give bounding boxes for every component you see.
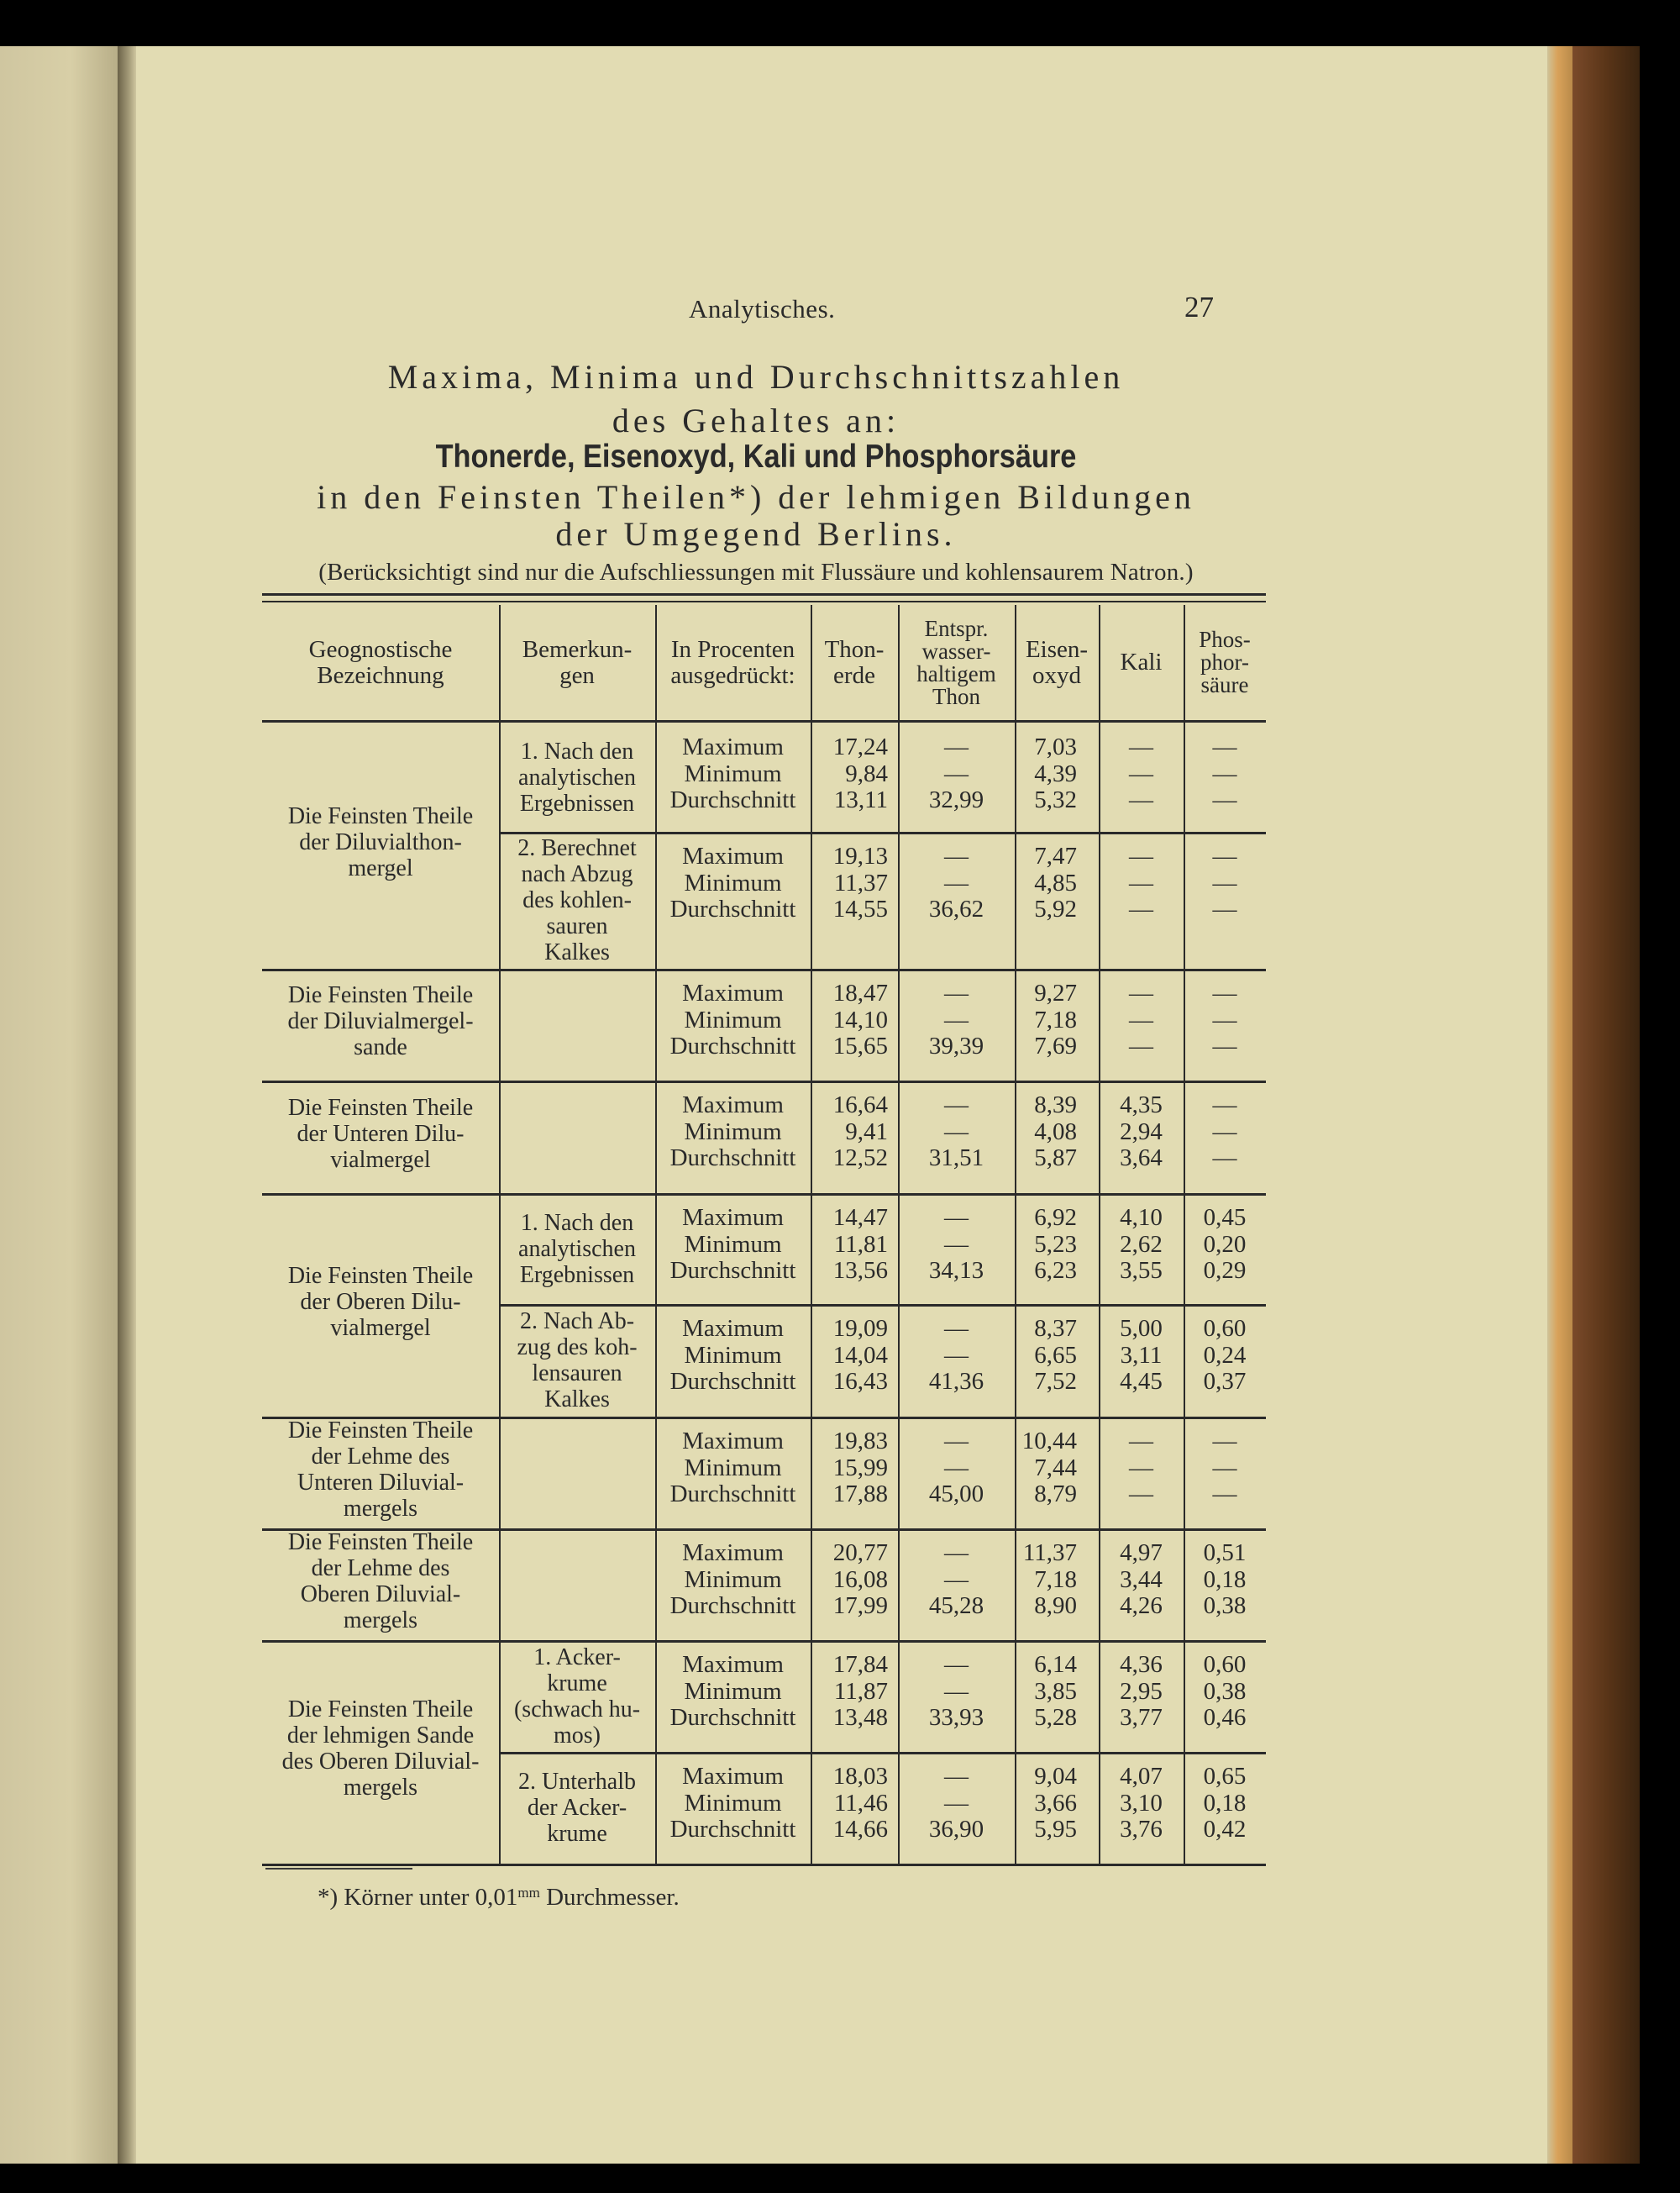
thon-equivalent-value: — xyxy=(944,1677,969,1705)
header-eisen: Eisen- xyxy=(1025,635,1089,663)
geo-label: mergels xyxy=(343,1775,418,1801)
phosphorsaeure-value: — xyxy=(1212,1480,1237,1507)
thonerde-value: 14,47 xyxy=(832,1204,888,1231)
eisenoxyd-value: 4,08 xyxy=(1034,1118,1077,1145)
column-rule xyxy=(655,605,657,1865)
thonerde-value: 17,84 xyxy=(832,1651,888,1678)
eisenoxyd-value: 11,37 xyxy=(1022,1539,1077,1566)
kali-value: 4,35 xyxy=(1120,1091,1163,1118)
kali-value: — xyxy=(1129,843,1153,870)
eisenoxyd-value: 9,27 xyxy=(1034,980,1077,1007)
thon-equivalent-value: 32,99 xyxy=(928,786,984,813)
phosphorsaeure-value: — xyxy=(1212,1454,1237,1481)
title-line-4: in den Feinsten Theilen*) der lehmigen Bildungen xyxy=(317,478,1195,516)
header-bem: gen xyxy=(559,661,595,689)
thonerde-value: 9,41 xyxy=(845,1118,888,1145)
thonerde-value: 15,65 xyxy=(832,1033,888,1060)
thon-equivalent-value: 36,62 xyxy=(928,896,984,923)
geo-label: der Diluvialthon- xyxy=(299,829,462,855)
thonerde-value: 11,46 xyxy=(833,1789,888,1817)
phosphorsaeure-value: — xyxy=(1212,1118,1237,1145)
footnote-rule xyxy=(265,1868,412,1870)
title-line-3: Thonerde, Eisenoxyd, Kali und Phosphorsäure xyxy=(435,439,1077,475)
thonerde-value: 11,87 xyxy=(833,1677,888,1705)
row-label: Minimum xyxy=(684,1341,782,1369)
row-label: Maximum xyxy=(682,734,784,760)
remark-text: Kalkes xyxy=(544,939,610,965)
row-label: Minimum xyxy=(684,1230,782,1258)
row-label: Durchschnitt xyxy=(669,1368,796,1395)
header-phos: Phos- xyxy=(1199,627,1251,652)
kali-value: — xyxy=(1129,1033,1153,1060)
row-label: Maximum xyxy=(682,843,784,870)
eisenoxyd-value: 7,47 xyxy=(1034,843,1077,870)
thon-equivalent-value: — xyxy=(944,1763,969,1790)
eisenoxyd-value: 8,79 xyxy=(1034,1480,1077,1507)
kali-value: 4,26 xyxy=(1120,1592,1163,1619)
thon-equivalent-value: 31,51 xyxy=(928,1144,984,1171)
geo-label: Oberen Diluvial- xyxy=(300,1580,461,1607)
geo-label: des Oberen Diluvial- xyxy=(281,1749,480,1775)
column-rule xyxy=(811,605,812,1865)
thon-equivalent-value: — xyxy=(944,1204,969,1231)
remark-text: 1. Acker- xyxy=(533,1643,621,1670)
subgroup-rule xyxy=(499,1752,1266,1754)
header-entspr: Entspr. xyxy=(924,615,989,641)
thon-equivalent-value: 36,90 xyxy=(928,1816,984,1843)
phosphorsaeure-value: 0,38 xyxy=(1203,1677,1247,1705)
subgroup-rule xyxy=(499,832,1266,834)
eisenoxyd-value: 6,14 xyxy=(1034,1651,1077,1678)
thon-equivalent-value: — xyxy=(944,1091,969,1118)
eisenoxyd-value: 6,65 xyxy=(1034,1341,1077,1369)
eisenoxyd-value: 7,18 xyxy=(1034,1565,1077,1593)
geo-label: der Lehme des xyxy=(311,1443,450,1470)
remark-text: Ergebnissen xyxy=(519,790,635,817)
footnote-suffix: Durchmesser. xyxy=(539,1884,680,1911)
geo-label: vialmergel xyxy=(330,1146,431,1173)
thon-equivalent-value: — xyxy=(944,1118,969,1145)
kali-value: 3,77 xyxy=(1120,1704,1163,1731)
row-label: Maximum xyxy=(682,1651,784,1678)
eisenoxyd-value: 5,92 xyxy=(1034,896,1077,923)
thonerde-value: 14,04 xyxy=(832,1341,888,1369)
thon-equivalent-value: — xyxy=(944,1565,969,1593)
header-entspr: haltigem xyxy=(916,660,996,686)
row-label: Durchschnitt xyxy=(669,1480,796,1507)
thonerde-value: 19,83 xyxy=(832,1428,888,1454)
remark-text: zug des koh- xyxy=(517,1334,638,1360)
thon-equivalent-value: — xyxy=(944,1428,969,1454)
thon-equivalent-value: — xyxy=(944,760,969,787)
kali-value: — xyxy=(1129,1006,1153,1033)
footnote xyxy=(318,1884,680,1912)
geo-label: Die Feinsten Theile xyxy=(287,803,474,829)
kali-value: 3,10 xyxy=(1120,1789,1163,1817)
eisenoxyd-value: 3,85 xyxy=(1034,1677,1077,1705)
phosphorsaeure-value: 0,18 xyxy=(1203,1789,1247,1817)
row-label: Maximum xyxy=(682,1204,784,1231)
kali-value: 4,36 xyxy=(1120,1651,1163,1678)
header-entspr: Thon xyxy=(932,683,980,709)
column-rule xyxy=(898,605,900,1865)
phosphorsaeure-value: — xyxy=(1212,1033,1237,1060)
header-thon: Thon- xyxy=(824,635,885,663)
geo-label: Die Feinsten Theile xyxy=(287,1528,474,1555)
footnote-prefix: *) Körner unter 0,01 xyxy=(318,1884,518,1911)
thon-equivalent-value: — xyxy=(944,1454,969,1481)
geo-label: vialmergel xyxy=(330,1314,431,1341)
thon-equivalent-value: 45,00 xyxy=(928,1480,984,1507)
thon-equivalent-value: — xyxy=(944,1539,969,1566)
thon-equivalent-value: 33,93 xyxy=(928,1704,984,1731)
remark-text: der Acker- xyxy=(527,1795,627,1821)
phosphorsaeure-value: — xyxy=(1212,843,1237,870)
eisenoxyd-value: 7,18 xyxy=(1034,1006,1077,1033)
row-label: Minimum xyxy=(684,1677,782,1705)
eisenoxyd-value: 8,39 xyxy=(1034,1091,1077,1118)
thonerde-value: 16,43 xyxy=(832,1368,888,1395)
eisenoxyd-value: 6,92 xyxy=(1034,1204,1077,1231)
group-rule xyxy=(262,1864,1266,1866)
row-label: Durchschnitt xyxy=(669,1592,796,1619)
phosphorsaeure-value: — xyxy=(1212,734,1237,760)
eisenoxyd-value: 5,32 xyxy=(1034,786,1077,813)
eisenoxyd-value: 10,44 xyxy=(1021,1428,1077,1454)
thonerde-value: 16,08 xyxy=(832,1565,888,1593)
kali-value: 2,95 xyxy=(1120,1677,1163,1705)
geo-label: der Diluvialmergel- xyxy=(287,1008,474,1034)
thon-equivalent-value: — xyxy=(944,1789,969,1817)
row-label: Minimum xyxy=(684,1006,782,1033)
column-rule xyxy=(499,605,501,1865)
geo-label: Die Feinsten Theile xyxy=(287,982,474,1008)
phosphorsaeure-value: 0,46 xyxy=(1203,1704,1247,1731)
geo-label: Die Feinsten Theile xyxy=(287,1696,474,1722)
column-rule xyxy=(1015,605,1016,1865)
geo-label: Die Feinsten Theile xyxy=(287,1417,474,1444)
phosphorsaeure-value: 0,51 xyxy=(1203,1539,1247,1566)
geo-label: der Lehme des xyxy=(311,1554,450,1581)
thon-equivalent-value: 41,36 xyxy=(928,1368,984,1395)
title-note: (Berücksichtigt sind nur die Aufschliessungen mit Flussäure und kohlensaurem Natron.) xyxy=(318,559,1194,586)
thon-equivalent-value: — xyxy=(944,980,969,1007)
header-geo: Bezeichnung xyxy=(317,661,444,689)
eisenoxyd-value: 7,69 xyxy=(1034,1033,1077,1060)
table-top-rule-thin xyxy=(262,601,1266,602)
column-rule xyxy=(1184,605,1185,1865)
kali-value: 3,76 xyxy=(1120,1816,1163,1843)
phosphorsaeure-value: — xyxy=(1212,980,1237,1007)
thonerde-value: 19,13 xyxy=(832,843,888,870)
remark-text: nach Abzug xyxy=(521,861,633,887)
kali-value: 2,62 xyxy=(1120,1230,1163,1258)
remark-text: analytischen xyxy=(518,1235,636,1262)
eisenoxyd-value: 5,23 xyxy=(1034,1230,1077,1258)
remark-text: 2. Unterhalb xyxy=(518,1769,636,1795)
thon-equivalent-value: — xyxy=(944,1230,969,1258)
remark-text: krume xyxy=(547,1670,607,1696)
kali-value: 3,11 xyxy=(1120,1341,1163,1369)
remark-text: des kohlen- xyxy=(522,887,632,913)
remark-text: analytischen xyxy=(518,764,636,791)
thonerde-value: 17,88 xyxy=(832,1480,888,1507)
thonerde-value: 14,66 xyxy=(832,1816,888,1843)
kali-value: 4,07 xyxy=(1120,1763,1163,1790)
row-label: Durchschnitt xyxy=(669,786,796,813)
eisenoxyd-value: 8,37 xyxy=(1034,1315,1077,1342)
footnote-unit: mm xyxy=(517,1885,540,1901)
row-label: Minimum xyxy=(684,760,782,787)
kali-value: 3,44 xyxy=(1120,1565,1163,1593)
kali-value: 4,10 xyxy=(1120,1204,1163,1231)
thon-equivalent-value: — xyxy=(944,1315,969,1342)
row-label: Maximum xyxy=(682,1428,784,1454)
thonerde-value: 14,55 xyxy=(832,896,888,923)
phosphorsaeure-value: 0,18 xyxy=(1203,1565,1247,1593)
phosphorsaeure-value: 0,38 xyxy=(1203,1592,1247,1619)
phosphorsaeure-value: 0,37 xyxy=(1203,1368,1247,1395)
row-label: Maximum xyxy=(682,980,784,1007)
remark-text: (schwach hu- xyxy=(513,1696,641,1722)
group-rule xyxy=(262,1081,1266,1083)
row-label: Minimum xyxy=(684,1789,782,1817)
phosphorsaeure-value: 0,42 xyxy=(1203,1816,1247,1843)
thon-equivalent-value: — xyxy=(944,1341,969,1369)
thonerde-value: 13,56 xyxy=(832,1257,888,1284)
kali-value: 4,97 xyxy=(1120,1539,1163,1566)
kali-value: 2,94 xyxy=(1120,1118,1163,1145)
remark-text: 2. Nach Ab- xyxy=(519,1308,635,1334)
thonerde-value: 19,09 xyxy=(832,1315,888,1342)
row-label: Durchschnitt xyxy=(669,1144,796,1171)
remark-text: sauren xyxy=(546,913,608,939)
thonerde-value: 18,03 xyxy=(832,1763,888,1790)
group-rule xyxy=(262,1640,1266,1643)
kali-value: — xyxy=(1129,760,1153,787)
subgroup-rule xyxy=(499,1304,1266,1307)
header-entspr: wasser- xyxy=(921,638,991,664)
geo-label: der lehmigen Sande xyxy=(286,1722,475,1749)
header-proc: In Procenten xyxy=(670,635,795,663)
thonerde-value: 17,24 xyxy=(832,734,888,760)
kali-value: 4,45 xyxy=(1120,1368,1163,1395)
row-label: Durchschnitt xyxy=(669,1257,796,1284)
remark-text: 2. Berechnet xyxy=(517,835,637,861)
thonerde-value: 17,99 xyxy=(832,1592,888,1619)
eisenoxyd-value: 5,28 xyxy=(1034,1704,1077,1731)
phosphorsaeure-value: — xyxy=(1212,760,1237,787)
thon-equivalent-value: 34,13 xyxy=(928,1257,984,1284)
header-bem: Bemerkun- xyxy=(522,635,633,663)
group-rule xyxy=(262,969,1266,971)
geo-label: Unteren Diluvial- xyxy=(297,1469,465,1496)
running-head: Analytisches. xyxy=(689,294,836,323)
remark-text: Kalkes xyxy=(544,1386,610,1412)
kali-value: — xyxy=(1129,1480,1153,1507)
row-label: Maximum xyxy=(682,1539,784,1566)
header-phos: phor- xyxy=(1200,649,1249,675)
header-thon: erde xyxy=(833,661,875,689)
geo-label: der Oberen Dilu- xyxy=(300,1288,461,1315)
header-bottom-rule xyxy=(262,720,1266,723)
title-line-1: Maxima, Minima und Durchschnittszahlen xyxy=(387,358,1125,396)
row-label: Durchschnitt xyxy=(669,1704,796,1731)
eisenoxyd-value: 7,52 xyxy=(1034,1368,1077,1395)
thonerde-value: 14,10 xyxy=(832,1006,888,1033)
phosphorsaeure-value: 0,65 xyxy=(1203,1763,1247,1790)
thonerde-value: 13,11 xyxy=(833,786,888,813)
geo-label: sande xyxy=(354,1034,407,1060)
thonerde-value: 11,81 xyxy=(833,1230,888,1258)
row-label: Durchschnitt xyxy=(669,1816,796,1843)
row-label: Minimum xyxy=(684,1118,782,1145)
kali-value: — xyxy=(1129,734,1153,760)
thon-equivalent-value: — xyxy=(944,843,969,870)
eisenoxyd-value: 7,44 xyxy=(1034,1454,1077,1481)
thon-equivalent-value: 39,39 xyxy=(928,1033,984,1060)
header-kali: Kali xyxy=(1120,649,1163,676)
phosphorsaeure-value: — xyxy=(1212,1006,1237,1033)
kali-value: — xyxy=(1129,1428,1153,1454)
phosphorsaeure-value: — xyxy=(1212,786,1237,813)
eisenoxyd-value: 4,39 xyxy=(1034,760,1077,787)
kali-value: — xyxy=(1129,980,1153,1007)
remark-text: 1. Nach den xyxy=(520,1209,634,1236)
thonerde-value: 9,84 xyxy=(845,760,888,787)
eisenoxyd-value: 9,04 xyxy=(1034,1763,1077,1790)
header-eisen: oxyd xyxy=(1032,661,1081,689)
thon-equivalent-value: — xyxy=(944,734,969,760)
phosphorsaeure-value: 0,20 xyxy=(1203,1230,1247,1258)
geo-label: Die Feinsten Theile xyxy=(287,1262,474,1289)
phosphorsaeure-value: — xyxy=(1212,869,1237,897)
kali-value: 3,64 xyxy=(1120,1144,1163,1171)
geo-label: mergels xyxy=(343,1607,418,1633)
thonerde-value: 13,48 xyxy=(832,1704,888,1731)
thonerde-value: 16,64 xyxy=(832,1091,888,1118)
phosphorsaeure-value: — xyxy=(1212,1428,1237,1454)
eisenoxyd-value: 5,95 xyxy=(1034,1816,1077,1843)
kali-value: — xyxy=(1129,896,1153,923)
phosphorsaeure-value: — xyxy=(1212,1091,1237,1118)
thon-equivalent-value: — xyxy=(944,869,969,897)
geo-label: der Unteren Dilu- xyxy=(297,1120,465,1147)
row-label: Minimum xyxy=(684,869,782,897)
header-proc: ausgedrückt: xyxy=(670,661,795,689)
thon-equivalent-value: — xyxy=(944,1006,969,1033)
thon-equivalent-value: 45,28 xyxy=(928,1592,984,1619)
thonerde-value: 20,77 xyxy=(832,1539,888,1566)
eisenoxyd-value: 5,87 xyxy=(1034,1144,1077,1171)
phosphorsaeure-value: — xyxy=(1212,1144,1237,1171)
thonerde-value: 12,52 xyxy=(832,1144,888,1171)
eisenoxyd-value: 4,85 xyxy=(1034,869,1077,897)
group-rule xyxy=(262,1193,1266,1196)
kali-value: — xyxy=(1129,786,1153,813)
title-line-5: der Umgegend Berlins. xyxy=(555,515,957,553)
eisenoxyd-value: 3,66 xyxy=(1034,1789,1077,1817)
table-top-rule xyxy=(262,593,1266,596)
remark-text: lensauren xyxy=(532,1360,622,1386)
thon-equivalent-value: — xyxy=(944,1651,969,1678)
phosphorsaeure-value: 0,60 xyxy=(1203,1315,1247,1342)
phosphorsaeure-value: 0,29 xyxy=(1203,1257,1247,1284)
phosphorsaeure-value: 0,24 xyxy=(1203,1341,1247,1369)
page-number: 27 xyxy=(1184,291,1214,323)
remark-text: krume xyxy=(547,1821,607,1847)
row-label: Durchschnitt xyxy=(669,896,796,923)
title-line-2: des Gehaltes an: xyxy=(612,402,900,439)
eisenoxyd-value: 8,90 xyxy=(1034,1592,1077,1619)
phosphorsaeure-value: — xyxy=(1212,896,1237,923)
row-label: Maximum xyxy=(682,1315,784,1342)
phosphorsaeure-value: 0,45 xyxy=(1203,1204,1247,1231)
remark-text: mos) xyxy=(554,1722,601,1749)
eisenoxyd-value: 7,03 xyxy=(1034,734,1077,760)
phosphorsaeure-value: 0,60 xyxy=(1203,1651,1247,1678)
row-label: Durchschnitt xyxy=(669,1033,796,1060)
header-phos: säure xyxy=(1200,672,1249,697)
kali-value: 3,55 xyxy=(1120,1257,1163,1284)
geo-label: Die Feinsten Theile xyxy=(287,1094,474,1121)
remark-text: Ergebnissen xyxy=(519,1261,635,1288)
row-label: Maximum xyxy=(682,1763,784,1790)
header-geo: Geognostische xyxy=(308,635,453,663)
thonerde-value: 18,47 xyxy=(832,980,888,1007)
remark-text: 1. Nach den xyxy=(520,738,634,765)
thonerde-value: 11,37 xyxy=(833,869,888,897)
row-label: Minimum xyxy=(684,1454,782,1481)
eisenoxyd-value: 6,23 xyxy=(1034,1257,1077,1284)
kali-value: — xyxy=(1129,1454,1153,1481)
geo-label: mergel xyxy=(348,855,413,881)
geo-label: mergels xyxy=(343,1495,418,1522)
kali-value: — xyxy=(1129,869,1153,897)
kali-value: 5,00 xyxy=(1120,1315,1163,1342)
row-label: Maximum xyxy=(682,1091,784,1118)
row-label: Minimum xyxy=(684,1565,782,1593)
thonerde-value: 15,99 xyxy=(832,1454,888,1481)
column-rule xyxy=(1099,605,1100,1865)
